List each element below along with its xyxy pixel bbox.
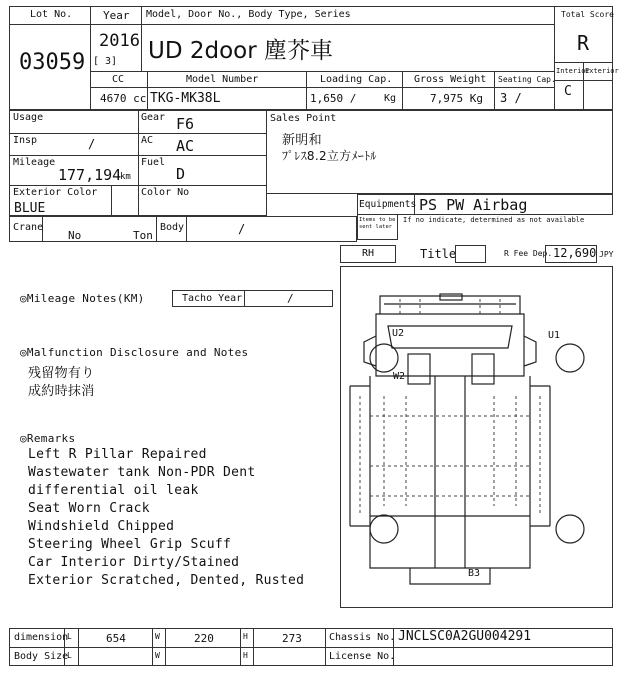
rh-label: RH xyxy=(362,248,375,259)
mileage-notes-title: ◎Mileage Notes(KM) xyxy=(20,292,145,305)
remark-item: Steering Wheel Grip Scuff xyxy=(28,537,232,552)
color-no-label: Color No xyxy=(141,187,190,198)
dim-h-value: 273 xyxy=(282,632,302,645)
seating-value: 3 / xyxy=(500,91,522,105)
equipments-label: Equipments xyxy=(359,199,417,210)
dim-w-label: W xyxy=(155,632,160,641)
total-score-value: R xyxy=(577,31,590,55)
body-size-label: Body Size xyxy=(14,651,69,662)
sales-point-line2: ﾌﾟﾚｽ8.2立方ﾒｰﾄﾙ xyxy=(282,149,377,163)
license-label: License No. xyxy=(329,651,396,662)
model-label: Model, Door No., Body Type, Series xyxy=(146,9,351,20)
indicate-note: If no indicate, determined as not available xyxy=(403,216,585,224)
interior-value: C xyxy=(564,84,572,99)
diagram-mark: U1 xyxy=(548,330,561,341)
malfunction-title: ◎Malfunction Disclosure and Notes xyxy=(20,346,249,359)
interior-label: Interior xyxy=(556,67,590,75)
lot-number: 03059 xyxy=(19,50,86,75)
dim-w-value: 220 xyxy=(194,632,214,645)
remark-item: differential oil leak xyxy=(28,483,199,498)
remark-item: Wastewater tank Non-PDR Dent xyxy=(28,465,256,480)
diagram-mark: U2 xyxy=(392,328,405,339)
bs-h-label: H xyxy=(243,651,248,660)
dim-l-value: 654 xyxy=(106,632,126,645)
crane-value: No xyxy=(68,229,82,242)
bs-w-label: W xyxy=(155,651,160,660)
fuel-label: Fuel xyxy=(141,157,166,168)
remark-item: Left R Pillar Repaired xyxy=(28,447,207,462)
remark-item: Seat Worn Crack xyxy=(28,501,150,516)
crane-unit: Ton xyxy=(133,229,153,242)
cc-label: CC xyxy=(112,74,125,85)
equipments-value: PS PW Airbag xyxy=(419,196,528,214)
year-label: Year xyxy=(103,9,130,22)
dim-l-label: L xyxy=(67,632,72,641)
diagram-mark: B3 xyxy=(468,568,481,579)
items-later-note: Items to be sent later xyxy=(359,217,396,230)
gear-value: F6 xyxy=(176,115,195,133)
crane-label: Crane xyxy=(13,222,44,233)
body-value: / xyxy=(238,222,246,236)
loading-value: 1,650 / xyxy=(310,92,357,105)
dim-h-label: H xyxy=(243,632,248,641)
tacho-label: Tacho Year xyxy=(182,293,243,304)
dimension-label: dimension xyxy=(14,632,69,643)
title-label: Title xyxy=(420,247,457,261)
seating-label: Seating Cap. xyxy=(498,75,556,84)
remark-item: Car Interior Dirty/Stained xyxy=(28,555,240,570)
exterior-color-value: BLUE xyxy=(14,201,46,216)
diagram-mark: W2 xyxy=(393,371,406,382)
malfunction-item: 残留物有り xyxy=(28,366,95,381)
mileage-value: 177,194 xyxy=(58,166,122,184)
chassis-value: JNCLSC0A2GU004291 xyxy=(398,629,532,644)
model-number-label: Model Number xyxy=(186,74,259,85)
bs-l-label: L xyxy=(67,651,72,660)
year-sub: [ 3] xyxy=(93,56,118,67)
sales-point-label: Sales Point xyxy=(270,113,337,124)
exterior-label: Exterior xyxy=(585,67,619,75)
total-score-label: Total Score xyxy=(561,10,614,19)
rfee-unit: JPY xyxy=(599,250,614,259)
exterior-color-label: Exterior Color xyxy=(13,187,98,198)
malfunction-item: 成約時抹消 xyxy=(28,384,95,399)
remark-item: Windshield Chipped xyxy=(28,519,175,534)
ac-value: AC xyxy=(176,137,195,155)
model-value: UD 2door 塵芥車 xyxy=(148,38,333,64)
loading-label: Loading Cap. xyxy=(320,74,393,85)
ac-label: AC xyxy=(141,135,154,146)
sales-point-line1: 新明和 xyxy=(282,133,322,148)
model-number-value: TKG-MK38L xyxy=(150,91,221,106)
lot-label: Lot No. xyxy=(30,9,73,20)
insp-value: / xyxy=(88,137,96,151)
remarks-title: ◎Remarks xyxy=(20,432,76,445)
mileage-label: Mileage xyxy=(13,157,56,168)
gross-weight-value: 7,975 Kg xyxy=(430,92,483,105)
tacho-value: / xyxy=(287,292,294,305)
chassis-label: Chassis No. xyxy=(329,632,396,643)
rfee-value: 12,690 xyxy=(553,246,597,260)
rfee-label: R Fee Dep. xyxy=(504,249,553,258)
title-value-box xyxy=(455,245,486,263)
usage-label: Usage xyxy=(13,112,44,123)
body-label: Body xyxy=(160,222,185,233)
mileage-unit: km xyxy=(120,172,131,182)
cc-value: 4670 cc xyxy=(100,92,147,105)
insp-label: Insp xyxy=(13,135,38,146)
fuel-value: D xyxy=(176,165,186,183)
remark-item: Exterior Scratched, Dented, Rusted xyxy=(28,573,305,588)
gross-weight-label: Gross Weight xyxy=(414,74,487,85)
vehicle-damage-diagram xyxy=(340,266,613,608)
loading-unit: Kg xyxy=(384,93,397,104)
gear-label: Gear xyxy=(141,112,166,123)
year-value: 2016 xyxy=(99,31,140,51)
